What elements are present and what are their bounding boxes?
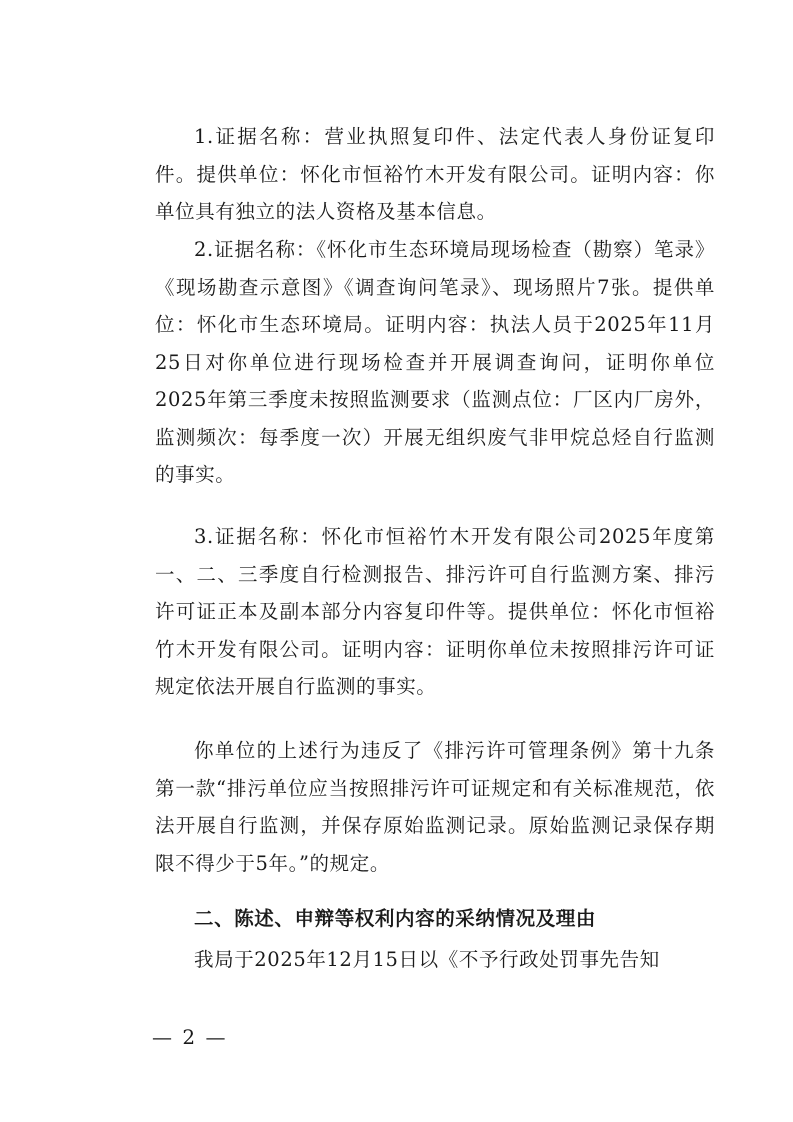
evidence-paragraph-1: 1.证据名称：营业执照复印件、法定代表人身份证复印件。提供单位：怀化市恒裕竹木开发有限公司。证明内容：你单位具有独立的法人资格及基本信息。 — [155, 125, 715, 223]
section-heading: 二、陈述、申辩等权利内容的采纳情况及理由 — [194, 907, 597, 930]
evidence-paragraph-3: 3.证据名称：怀化市恒裕竹木开发有限公司2025年度第一、二、三季度自行检测报告、排污许可自行监测方案、排污许可证正本及副本部分内容复印件等。提供单位：怀化市恒裕竹木开发有限公司。证明内容：证明你单位未按照排污许可证规定依法开展自行监测的事实。 — [155, 525, 715, 698]
evidence-paragraph-2: 2.证据名称：《怀化市生态环境局现场检查（勘察）笔录》《现场勘查示意图》《调查询问笔录》、现场照片7张。提供单位：怀化市生态环境局。证明内容：执法人员于2025年11月25日对你单位进行现场检查并开展调查询问，证明你单位2025年第三季度未按照监测要求（监测点位：厂区内厂房外，监测频次：每季度一次）开展无组织废气非甲烷总烃自行监测的事实。 — [155, 238, 715, 486]
closing-paragraph: 我局于2025年12月15日以《不予行政处罚事先告知 — [194, 948, 660, 971]
page-number: — 2 — — [152, 1025, 228, 1049]
violation-paragraph: 你单位的上述行为违反了《排污许可管理条例》第十九条第一款“排污单位应当按照排污许可证规定和有关标准规范，依法开展自行监测，并保存原始监测记录。原始监测记录保存期限不得少于5年。”的规定。 — [155, 739, 715, 875]
